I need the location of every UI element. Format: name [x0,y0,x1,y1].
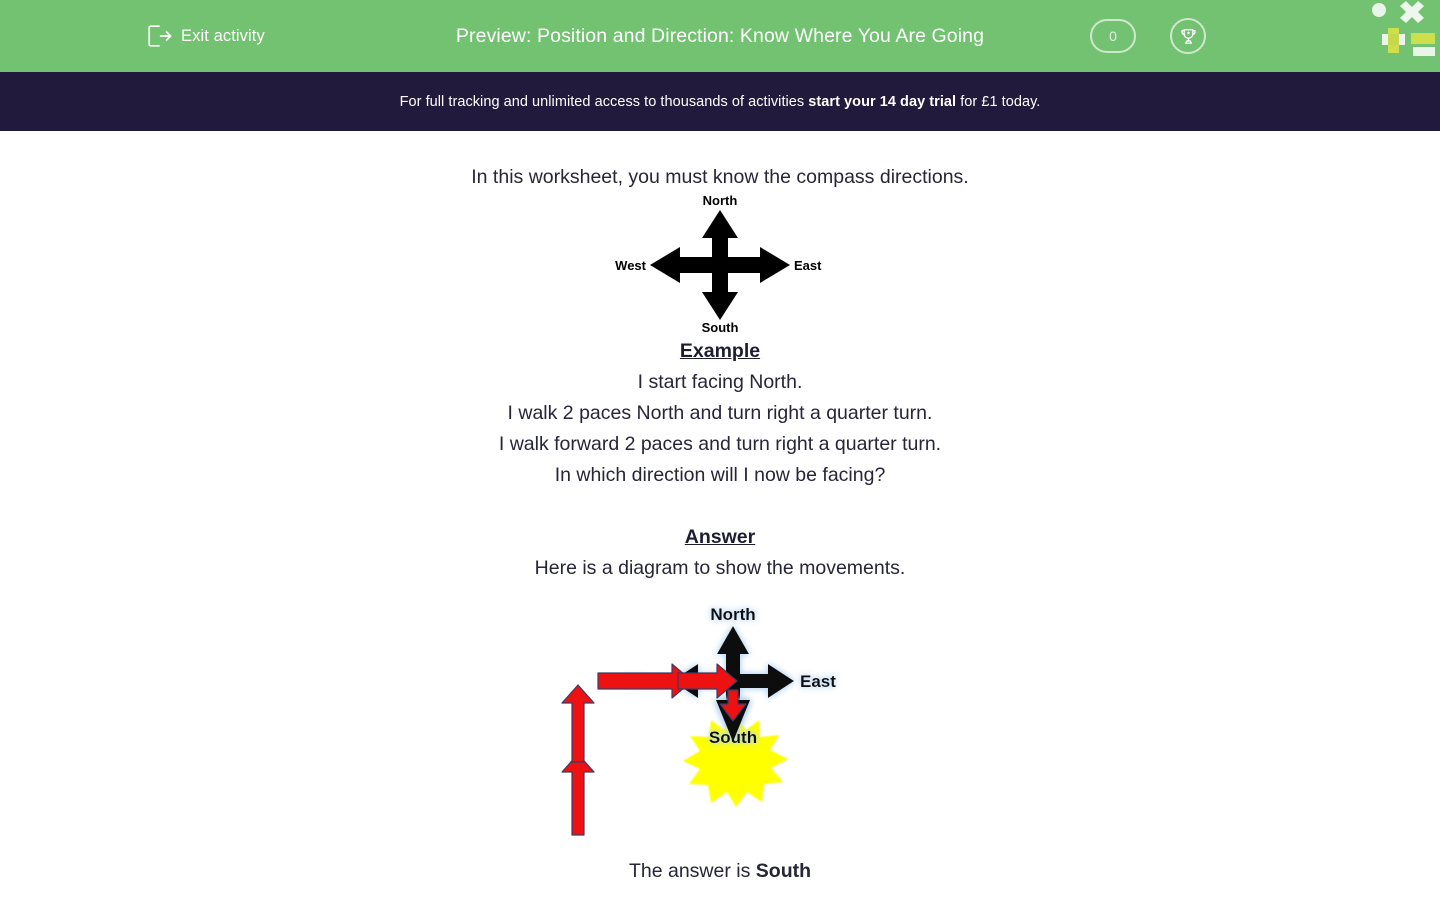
promo-banner-text [400,94,1041,110]
exit-arrow-icon [148,25,172,47]
promo-banner [0,72,1440,131]
trophy-button[interactable] [1170,18,1206,54]
exit-activity-button[interactable] [148,25,265,47]
answer-diagram [0,590,1440,840]
answer-compass-label-north: North [710,605,756,624]
promo-text-after: for £1 today. [956,93,1041,110]
example-line-1: I start facing North. [637,371,803,393]
answer-section [0,522,1440,584]
score-value: 0 [1109,28,1117,44]
edplace-logo-icon [1360,0,1440,60]
example-line-2: I walk 2 paces North and turn right a quarter turn. [507,402,933,424]
example-heading: Example [679,340,761,362]
compass-label-south: South [701,319,739,334]
compass-label-west: West [615,257,646,273]
worksheet-intro: In this worksheet, you must know the compass directions. [471,166,969,188]
promo-text-bold[interactable]: start your 14 day trial [808,93,957,110]
answer-final-prefix: The answer is [628,860,756,882]
trophy-icon [1178,26,1199,47]
answer-final-value: South [755,860,812,882]
answer-final-statement [0,860,1440,883]
answer-heading: Answer [684,526,756,548]
compass-diagram [0,193,1440,334]
app-header [0,0,1440,72]
compass-label-east: East [794,257,822,273]
compass-svg [610,194,830,334]
compass-label-north: North [702,193,738,208]
score-badge[interactable] [1090,19,1136,53]
example-line-4: In which direction will I now be facing? [554,464,886,486]
example-section [0,336,1440,491]
worksheet-content [0,131,1440,900]
exit-activity-label: Exit activity [181,26,265,45]
answer-intro: Here is a diagram to show the movements. [534,557,906,579]
example-line-3: I walk forward 2 paces and turn right a quarter turn. [498,433,942,455]
page-title: Preview: Position and Direction: Know Where You Are Going [455,24,985,47]
answer-compass-label-east: East [800,672,836,691]
promo-text-before: For full tracking and unlimited access to thousands of activities [399,93,809,110]
answer-compass-label-south: South [708,728,758,747]
answer-diagram-svg [550,590,890,840]
